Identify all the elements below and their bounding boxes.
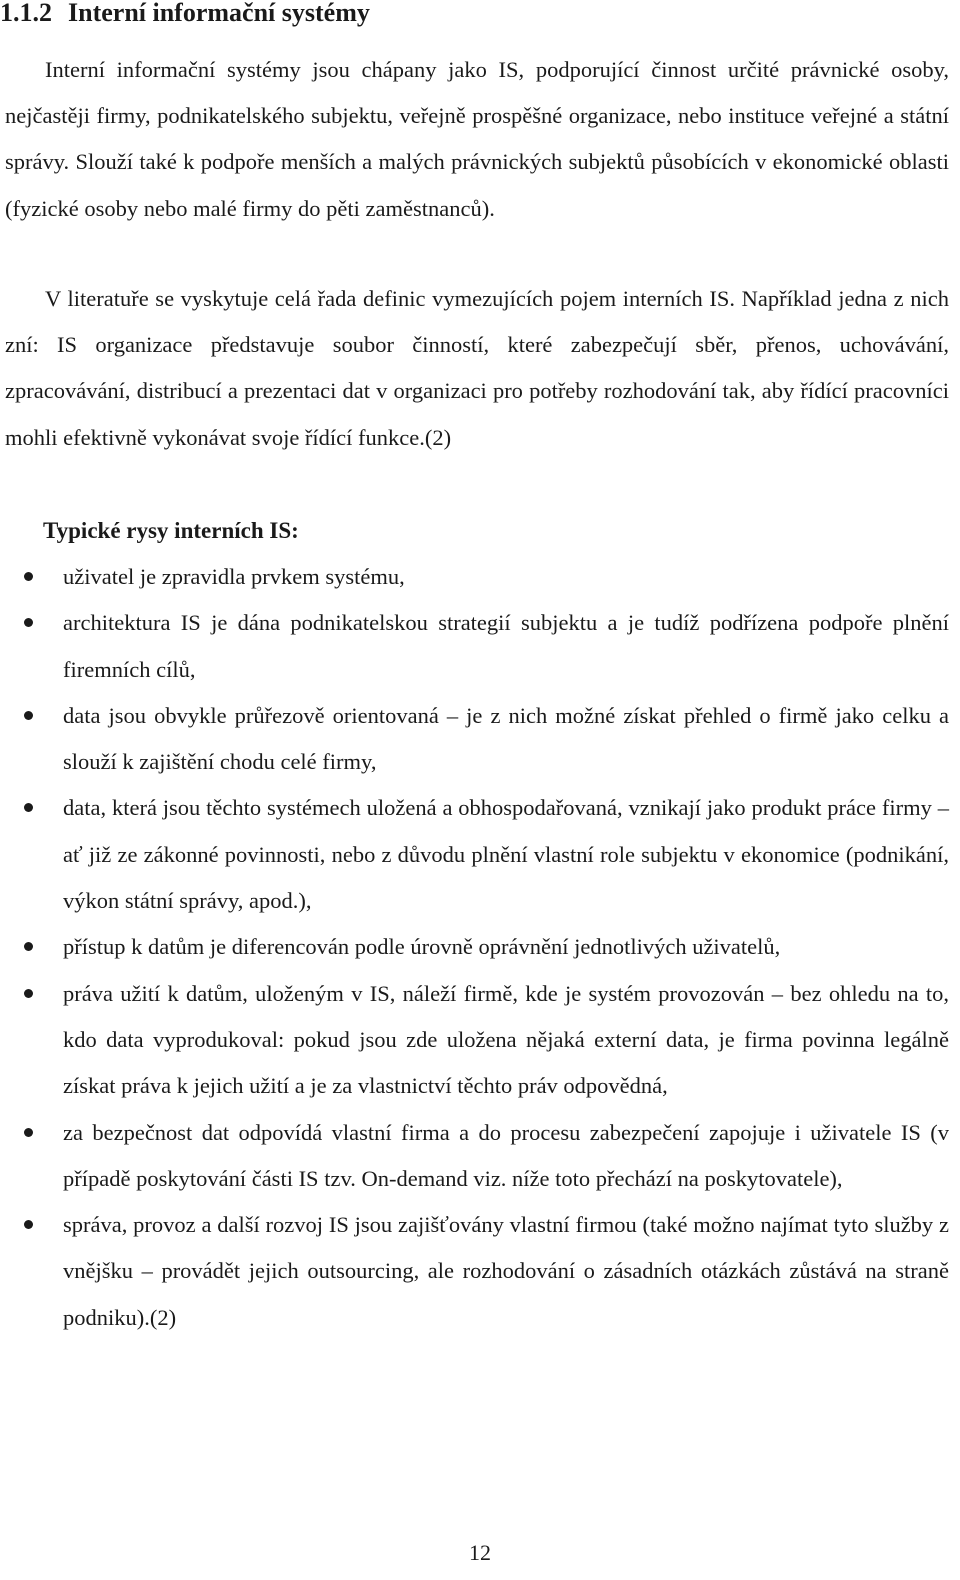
bullet-icon (24, 942, 33, 951)
bullet-icon (24, 1128, 33, 1137)
bullet-icon (24, 803, 33, 812)
paragraph-definition: V literatuře se vyskytuje celá řada definic vymezujících pojem interních IS. Například jedna z nich zní: IS organizace představuje soubor činností, které zabezpečují sběr, přenos, uchovávání, zpracovávání, distribucí a prezentaci dat v organizaci pro potřeby rozhodování tak, aby řídící pracovníci mohli efektivně vykonávat svoje řídící funkce.(2) (5, 286, 949, 450)
list-item (0, 600, 949, 693)
section-number: 1.1.2 (0, 0, 52, 27)
list-heading: Typické rysy interních IS: (43, 518, 299, 543)
page-number: 12 (469, 1540, 491, 1565)
section-heading (0, 0, 370, 31)
list-item-text: správa, provoz a další rozvoj IS jsou zajišťovány vlastní firmou (také možno najímat tyto služby z vnějšku – provádět jejich outsourcing, ale rozhodování o zásadních otázkách zůstává na straně podniku).(2) (63, 1212, 949, 1330)
list-item (0, 693, 949, 786)
bullet-icon (24, 711, 33, 720)
list-item-text: práva užití k datům, uloženým v IS, náleží firmě, kde je systém provozován – bez ohledu na to, kdo data vyprodukoval: pokud jsou zde uložena nějaká externí data, je firma povinna legálně získat práva k jejich užití a je za vlastnictví těchto práv odpovědná, (63, 980, 949, 1099)
bullet-icon (24, 1220, 33, 1229)
list-item-text: přístup k datům je diferencován podle úrovně oprávnění jednotlivých uživatelů, (63, 934, 781, 960)
list-item (0, 924, 949, 970)
bullet-icon (24, 572, 33, 581)
paragraph-intro: Interní informační systémy jsou chápany jako IS, podporující činnost určité právnické osoby, nejčastěji firmy, podnikatelského subjektu, veřejně prospěšné organizace, nebo instituce veřejné a státní správy. Slouží také k podpoře menších a malých právnických subjektů působících v ekonomické oblasti (fyzické osoby nebo malé firmy do pěti zaměstnanců). (5, 57, 949, 221)
list-item-text: za bezpečnost dat odpovídá vlastní firma a do procesu zabezpečení zapojuje i uživatele IS (v případě poskytování části IS tzv. On-demand viz. níže toto přechází na poskytovatele), (63, 1119, 949, 1191)
list-item (0, 1110, 949, 1203)
list-item (0, 1202, 949, 1341)
section-title: Interní informační systémy (68, 0, 370, 27)
list-item-text: architektura IS je dána podnikatelskou strategií subjektu a je tudíž podřízena podpoře plnění firemních cílů, (63, 610, 949, 682)
bullet-icon (24, 989, 33, 998)
bullet-icon (24, 618, 33, 627)
list-item (0, 785, 949, 924)
list-item-text: data, která jsou těchto systémech uložená a obhospodařovaná, vznikají jako produkt práce firmy – ať již ze zákonné povinnosti, nebo z důvodu plnění vlastní role subjektu v ekonomice (podnikání, výkon státní správy, apod.), (63, 795, 949, 914)
list-item-text: uživatel je zpravidla prvkem systému, (63, 564, 405, 589)
list-item-text: data jsou obvykle průřezově orientovaná – je z nich možné získat přehled o firmě jako celku a slouží k zajištění chodu celé firmy, (63, 702, 949, 775)
list-item (0, 554, 949, 600)
features-list (0, 554, 960, 1341)
list-item (0, 971, 949, 1110)
